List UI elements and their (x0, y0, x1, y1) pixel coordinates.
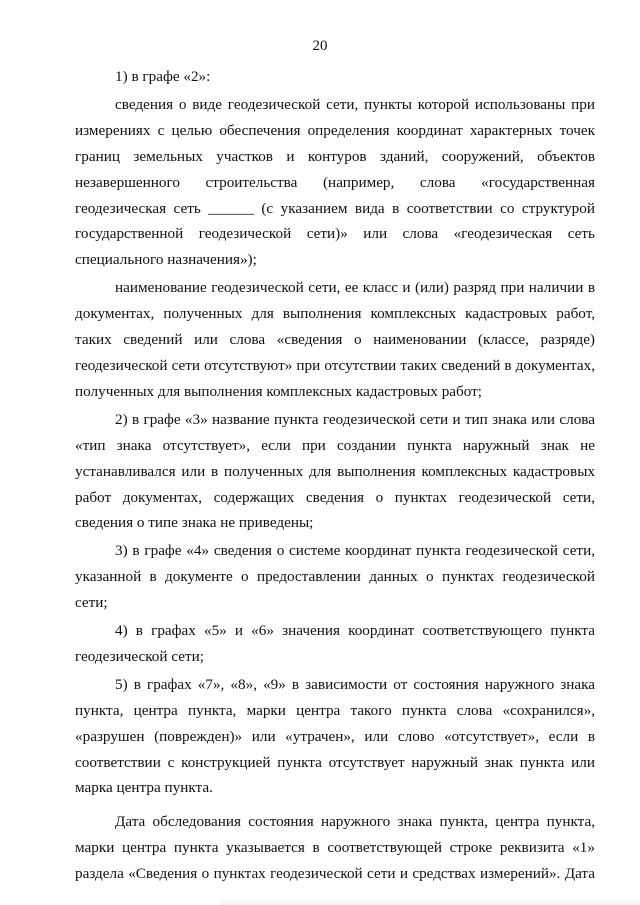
paragraph-item-2: 2) в графе «3» название пункта геодезической сети и тип знака или слова «тип знака отсутствует», если при создании пункта наружный знак не устанавливался или в полученных для выполнения комплексных кадастровых работ документах, содержащих сведения о пунктах геодезической сети, сведения о типе знака не приведены; (75, 410, 595, 532)
paragraph-item-1: 1) в графе «2»: (115, 68, 211, 85)
paragraph-item-1-geodetic-network-type: сведения о виде геодезической сети, пункты которой использованы при измерениях с целью обеспечения определения координат характерных точек границ земельных участков и контуров зданий, сооружений, объектов незавершенного строительства (например, слова «государственная геодезическая сеть ______ (с указанием вида в соответствии со структурой государственной геодезической сети)» или слова «геодезическая сеть специального назначения»); (75, 95, 595, 269)
paragraph-inspection-date: Дата обследования состояния наружного знака пункта, центра пункта, марки центра пункта указывается в соответствующей строке реквизита «1» раздела «Сведения о пунктах геодезической сети и средствах измерений». Дата (75, 813, 595, 883)
paragraph-item-3: 3) в графе «4» сведения о системе координат пункта геодезической сети, указанной в документе о предоставлении данных о пунктах геодезической сети; (75, 542, 595, 612)
paragraph-item-5: 5) в графах «7», «8», «9» в зависимости от состояния наружного знака пункта, центра пункта, марки центра такого пункта слова «сохранился», «разрушен (поврежден)» или «утрачен», или слово «отсутствует», если в соответствии с конструкцией пункта отсутствует наружный знак пункта или марка центра пункта. (75, 675, 595, 797)
document-body (75, 64, 595, 889)
paragraph-item-1-network-name-class: наименование геодезической сети, ее класс и (или) разряд при наличии в документах, полученных для выполнения комплексных кадастровых работ, таких сведений или слова «сведения о наименовании (классе, разряде) геодезической сети отсутствуют» при отсутствии таких сведений в документах, полученных для выполнения комплексных кадастровых работ; (75, 279, 595, 400)
paragraph-item-4: 4) в графах «5» и «6» значения координат соответствующего пункта геодезической сети; (75, 622, 595, 665)
scan-edge-shadow (220, 898, 640, 905)
page-number: 20 (312, 38, 328, 54)
